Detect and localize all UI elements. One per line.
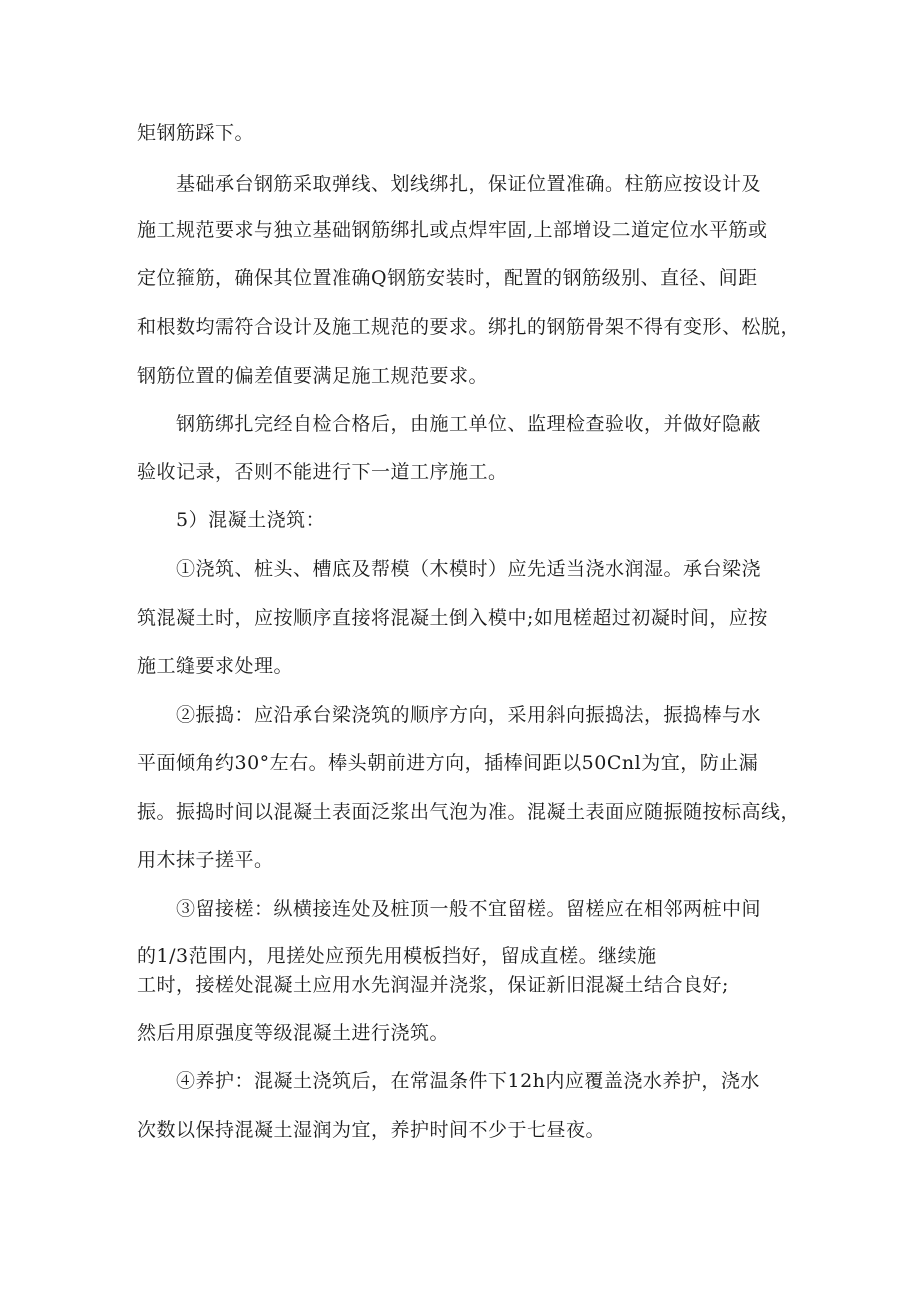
text-line: 工时，接槎处混凝土应用水先润湿并浇浆，保证新旧混凝土结合良好; xyxy=(137,974,729,996)
text-line: 验收记录，否则不能进行下一道工序施工。 xyxy=(137,461,508,483)
text-line: 钢筋绑扎完经自检合格后，由施工单位、监理检查验收，并做好隐蔽 xyxy=(176,413,762,435)
text-line: 和根数均需符合设计及施工规范的要求。绑扎的钢筋骨架不得有变形、松脱， xyxy=(137,316,801,338)
text-line: ③留接槎：纵横接连处及桩顶一般不宜留槎。留槎应在相邻两桩中间 xyxy=(176,898,762,920)
text-line: 矩钢筋踩下。 xyxy=(137,122,255,144)
text-line: 施工缝要求处理。 xyxy=(137,655,294,677)
text-line: ④养护：混凝土浇筑后，在常温条件下12h内应覆盖浇水养护，浇水 xyxy=(176,1070,760,1092)
text-line: ②振捣：应沿承台梁浇筑的顺序方向，采用斜向振捣法，振捣棒与水 xyxy=(176,704,762,726)
section-heading: 5）混凝土浇筑： xyxy=(176,509,326,531)
text-line: 的1/3范围内，甩搓处应预先用模板挡好，留成直槎。继续施 xyxy=(137,945,657,967)
text-line: 定位箍筋，确保其位置准确Q钢筋安装时，配置的钢筋级别、直径、间距 xyxy=(137,267,758,289)
text-line: 振。振捣时间以混凝土表面泛浆出气泡为准。混凝土表面应随振随按标高线， xyxy=(137,801,801,823)
text-line: 钢筋位置的偏差值要满足施工规范要求。 xyxy=(137,365,489,387)
text-line: 用木抹子搓平。 xyxy=(137,849,274,871)
text-line: 次数以保持混凝土湿润为宜，养护时间不少于七昼夜。 xyxy=(137,1119,606,1141)
text-line: 筑混凝土时，应按顺序直接将混凝土倒入模中;如甩槎超过初凝时间，应按 xyxy=(137,607,768,629)
text-line: 施工规范要求与独立基础钢筋绑扎或点焊牢固,上部增设二道定位水平筋或 xyxy=(137,219,768,241)
text-line: 基础承台钢筋采取弹线、划线绑扎，保证位置准确。柱筋应按设计及 xyxy=(176,173,762,195)
text-line: ①浇筑、桩头、槽底及帮模（木模时）应先适当浇水润湿。承台梁浇 xyxy=(176,558,762,580)
text-line: 平面倾角约30°左右。棒头朝前进方向，插棒间距以50Cnl为宜，防止漏 xyxy=(137,752,759,774)
text-line: 然后用原强度等级混凝土进行浇筑。 xyxy=(137,1022,450,1044)
